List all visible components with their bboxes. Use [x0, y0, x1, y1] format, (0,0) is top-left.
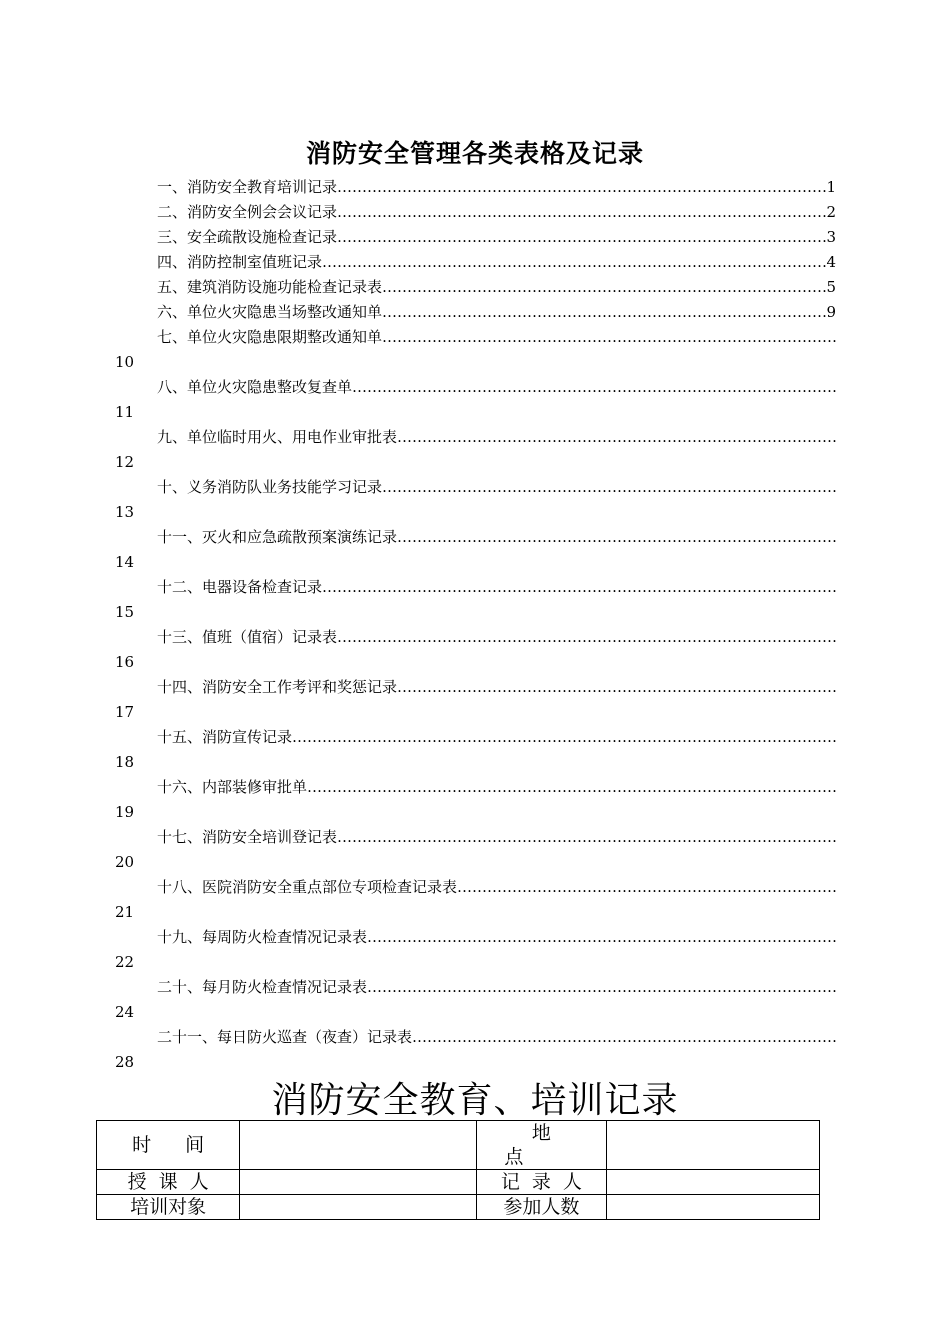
- toc-leader-dots: [337, 225, 826, 250]
- time-label: 时间: [97, 1121, 240, 1170]
- toc-entry[interactable]: [0, 275, 950, 300]
- recorder-value-cell[interactable]: [606, 1170, 819, 1195]
- toc-leader-dots: [352, 375, 836, 400]
- document-title: 消防安全管理各类表格及记录: [305, 139, 644, 168]
- toc-entry[interactable]: [0, 300, 950, 325]
- toc-label: 七、单位火灾隐患限期整改通知单: [157, 328, 383, 346]
- toc-page-number: 16: [115, 653, 135, 671]
- toc-leader-dots: [367, 925, 836, 950]
- toc-leader-dots: [322, 575, 836, 600]
- toc-page-number: 4: [826, 253, 836, 271]
- toc-label: 六、单位火灾隐患当场整改通知单: [157, 303, 383, 321]
- toc-leader-dots: [337, 200, 826, 225]
- toc-line: [157, 275, 836, 300]
- toc-entry[interactable]: [0, 625, 950, 675]
- toc-line: [157, 1025, 836, 1050]
- toc-leader-dots: [337, 175, 826, 200]
- toc-line: [157, 250, 836, 275]
- toc-leader-dots: [382, 275, 826, 300]
- toc-entry[interactable]: [0, 725, 950, 775]
- toc-label: 十九、每周防火检查情况记录表: [157, 928, 368, 946]
- toc-entry[interactable]: [0, 875, 950, 925]
- toc-label: 十一、灭火和应急疏散预案演练记录: [157, 528, 398, 546]
- toc-entry[interactable]: [0, 1025, 950, 1075]
- toc-page-number: 17: [115, 703, 135, 721]
- training-info-table: [96, 1120, 820, 1220]
- toc-line: [157, 575, 836, 600]
- toc-entry[interactable]: [0, 925, 950, 975]
- attendee-count-value-cell[interactable]: [606, 1195, 819, 1220]
- toc-entry[interactable]: [0, 200, 950, 225]
- toc-page-number: 22: [115, 953, 135, 971]
- toc-page-number: 28: [115, 1053, 135, 1071]
- table-row: [97, 1121, 820, 1170]
- toc-leader-dots: [337, 625, 836, 650]
- toc-leader-dots: [397, 675, 836, 700]
- toc-line: [157, 225, 836, 250]
- lecturer-value-cell[interactable]: [240, 1170, 477, 1195]
- toc-line: [157, 975, 836, 1000]
- toc-leader-dots: [457, 875, 836, 900]
- toc-page-number: 10: [115, 353, 135, 371]
- toc-label: 九、单位临时用火、用电作业审批表: [157, 428, 398, 446]
- toc-entry[interactable]: [0, 675, 950, 725]
- toc-page-number: 13: [115, 503, 135, 521]
- toc-leader-dots: [367, 975, 836, 1000]
- toc-page-number: 2: [826, 203, 836, 221]
- toc-label: 十八、医院消防安全重点部位专项检查记录表: [157, 878, 458, 896]
- toc-entry[interactable]: [0, 425, 950, 475]
- toc-leader-dots: [307, 775, 836, 800]
- toc-label: 十七、消防安全培训登记表: [157, 828, 338, 846]
- toc-page-number: 12: [115, 453, 135, 471]
- toc-label: 十四、消防安全工作考评和奖惩记录: [157, 678, 398, 696]
- toc-label: 十二、电器设备检查记录: [157, 578, 323, 596]
- toc-line: [157, 775, 836, 800]
- toc-page-number: 14: [115, 553, 135, 571]
- attendee-count-label: 参加人数: [476, 1195, 606, 1220]
- toc-line: [157, 825, 836, 850]
- trainees-label: 培训对象: [97, 1195, 240, 1220]
- toc-entry[interactable]: [0, 575, 950, 625]
- toc-label: 五、建筑消防设施功能检查记录表: [157, 278, 383, 296]
- toc-page-number: 5: [826, 278, 836, 296]
- time-value-cell[interactable]: [240, 1121, 477, 1170]
- toc-leader-dots: [397, 425, 836, 450]
- table-row: [97, 1195, 820, 1220]
- toc-entry[interactable]: [0, 175, 950, 200]
- toc-leader-dots: [382, 300, 826, 325]
- toc-line: [157, 300, 836, 325]
- toc-label: 二十一、每日防火巡查（夜查）记录表: [157, 1028, 413, 1046]
- toc-line: [157, 425, 836, 450]
- toc-entry[interactable]: [0, 225, 950, 250]
- toc-entry[interactable]: [0, 775, 950, 825]
- toc-label: 一、消防安全教育培训记录: [157, 178, 338, 196]
- toc-line: [157, 375, 836, 400]
- toc-page-number: 1: [826, 178, 836, 196]
- toc-entry[interactable]: [0, 250, 950, 275]
- toc-label: 四、消防控制室值班记录: [157, 253, 323, 271]
- toc-leader-dots: [292, 725, 836, 750]
- toc-leader-dots: [382, 325, 836, 350]
- toc-label: 十三、值班（值宿）记录表: [157, 628, 338, 646]
- toc-page-number: 15: [115, 603, 135, 621]
- toc-page-number: 18: [115, 753, 135, 771]
- toc-page-number: 3: [826, 228, 836, 246]
- section-title: 消防安全教育、培训记录: [271, 1080, 679, 1121]
- toc-page-number: 9: [826, 303, 836, 321]
- toc-label: 二、消防安全例会会议记录: [157, 203, 338, 221]
- toc-page-number: 24: [115, 1003, 135, 1021]
- toc-leader-dots: [337, 825, 836, 850]
- toc-entry[interactable]: [0, 475, 950, 525]
- toc-line: [157, 525, 836, 550]
- toc-line: [157, 875, 836, 900]
- toc-label: 十六、内部装修审批单: [157, 778, 308, 796]
- toc-page-number: 19: [115, 803, 135, 821]
- toc-leader-dots: [382, 475, 836, 500]
- trainees-value-cell[interactable]: [240, 1195, 477, 1220]
- toc-leader-dots: [397, 525, 836, 550]
- lecturer-label: 授课人: [97, 1170, 240, 1195]
- location-value-cell[interactable]: [606, 1121, 819, 1170]
- recorder-label: 记录人: [476, 1170, 606, 1195]
- toc-entry[interactable]: [0, 525, 950, 575]
- toc-entry[interactable]: [0, 325, 950, 375]
- toc-line: [157, 175, 836, 200]
- location-label: 地点: [476, 1121, 606, 1170]
- table-row: [97, 1170, 820, 1195]
- toc-line: [157, 200, 836, 225]
- toc-label: 三、安全疏散设施检查记录: [157, 228, 338, 246]
- toc-label: 十五、消防宣传记录: [157, 728, 293, 746]
- table-of-contents: [0, 175, 950, 1075]
- toc-entry[interactable]: [0, 375, 950, 425]
- toc-line: [157, 725, 836, 750]
- toc-entry[interactable]: [0, 975, 950, 1025]
- toc-label: 二十、每月防火检查情况记录表: [157, 978, 368, 996]
- toc-label: 八、单位火灾隐患整改复查单: [157, 378, 353, 396]
- toc-line: [157, 625, 836, 650]
- toc-entry[interactable]: [0, 825, 950, 875]
- toc-page-number: 21: [115, 903, 135, 921]
- toc-leader-dots: [412, 1025, 836, 1050]
- toc-line: [157, 675, 836, 700]
- toc-page-number: 11: [115, 403, 135, 421]
- toc-line: [157, 475, 836, 500]
- toc-label: 十、义务消防队业务技能学习记录: [157, 478, 383, 496]
- toc-page-number: 20: [115, 853, 135, 871]
- toc-leader-dots: [322, 250, 826, 275]
- toc-line: [157, 325, 836, 350]
- toc-line: [157, 925, 836, 950]
